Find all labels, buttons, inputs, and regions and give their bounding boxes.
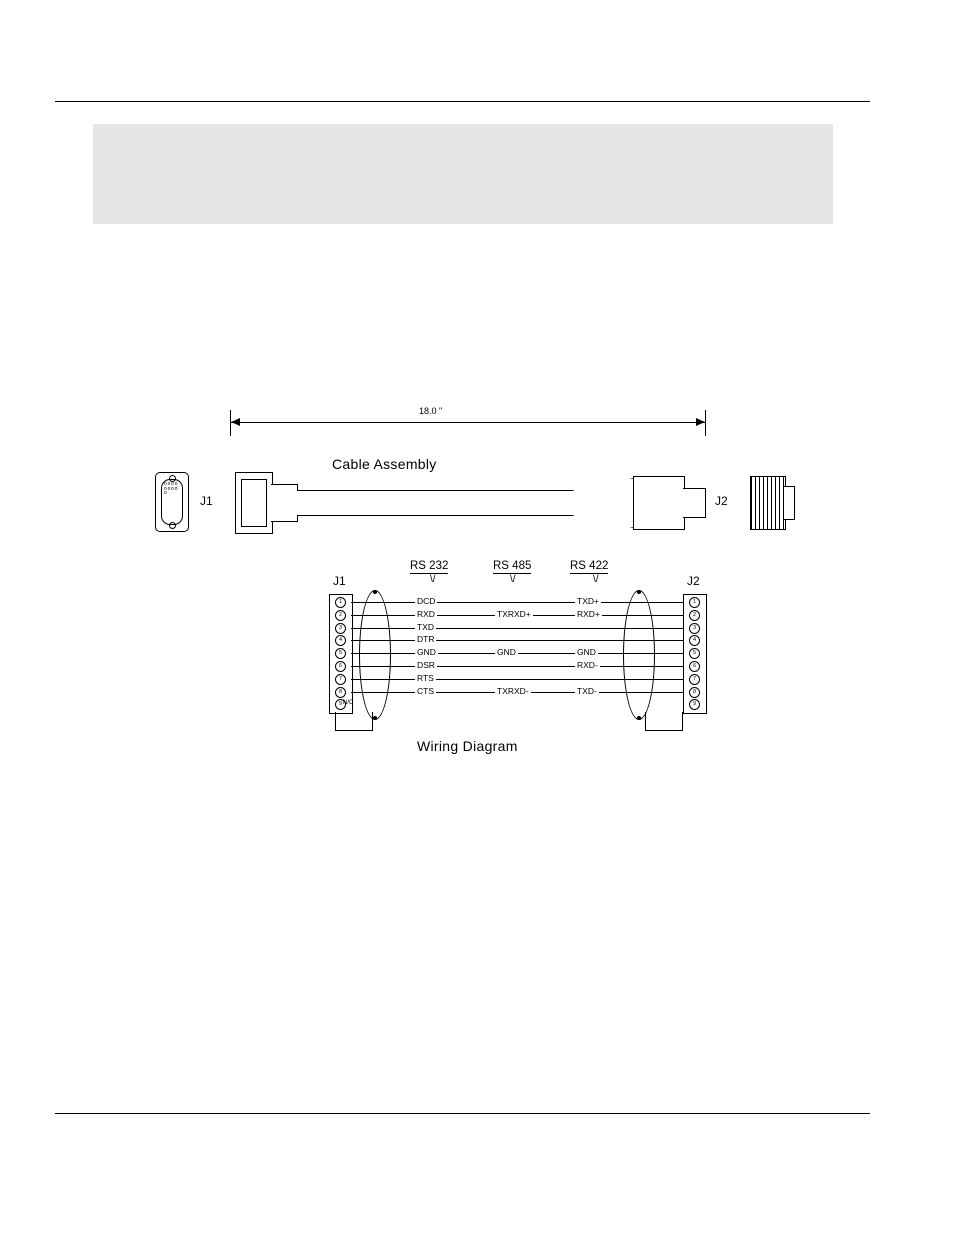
connector-hood-left: [235, 472, 273, 534]
wire-pin-7: [351, 679, 683, 680]
connector-foot-j1: [335, 712, 373, 731]
signal-rs422-pin-2: RXD+: [577, 608, 600, 619]
wiring-diagram: [255, 560, 735, 780]
signal-rs232-pin-6: DSR: [417, 660, 435, 670]
dimension-line: [230, 422, 705, 423]
header-rs232: RS 232: [410, 560, 449, 572]
pin-j1-4: 4: [335, 635, 346, 646]
signal-rs232-pin-2: RXD: [417, 608, 435, 619]
nc-label: N/C: [343, 700, 354, 706]
note-text: [93, 124, 833, 144]
pin-j2-4: 4: [689, 635, 700, 646]
signal-rs232-pin-4: DTR: [417, 634, 435, 645]
header-rs485: RS 485: [493, 560, 532, 572]
pin-j2-9: 9: [689, 699, 700, 710]
dimension-label: 18.0 ": [415, 406, 446, 416]
signal-rs422-pin-1: TXD+: [577, 596, 599, 606]
pin-j1-9: 9: [335, 699, 346, 710]
wire-bundle-loop-j1: [359, 590, 391, 720]
signal-rs485-pin-2: TXRXD+: [497, 608, 531, 619]
wire-pin-3: [351, 628, 683, 629]
dimension-tick-right: [705, 410, 706, 436]
circular-connector-tab: [683, 488, 706, 518]
dimension-arrow-right-icon: [696, 418, 705, 426]
signal-rs485-pin-5: GND: [497, 647, 516, 658]
wire-pin-4: [351, 640, 683, 641]
pin-j2-1: 1: [689, 597, 700, 608]
signal-rs422-pin-5: GND: [577, 647, 596, 658]
wiring-diagram-title: Wiring Diagram: [417, 738, 518, 754]
wire-pin-1: [351, 602, 683, 603]
pin-j1-8: 8: [335, 687, 346, 698]
wire-junction-dot-0: [373, 590, 377, 594]
db9-connector-face-icon: [155, 472, 189, 532]
db9-pin-array: o o o o o o o o o: [164, 481, 178, 496]
signal-rs422-pin-8: TXD-: [577, 685, 597, 696]
signal-rs422-pin-6: RXD-: [577, 660, 598, 670]
signal-rs232-pin-3: TXD: [417, 621, 434, 632]
cable-figure: [60, 390, 900, 780]
caret-rs485-icon: \/: [510, 574, 516, 585]
pin-j1-6: 6: [335, 661, 346, 672]
wire-junction-dot-3: [637, 716, 641, 720]
pin-j1-1: 1: [335, 597, 346, 608]
pin-j1-3: 3: [335, 623, 346, 634]
connector-neck-left: [271, 484, 298, 522]
pin-j2-5: 5: [689, 648, 700, 659]
strain-relief: [573, 478, 634, 528]
header-rs422: RS 422: [570, 560, 609, 572]
knurled-nut-icon: [750, 476, 786, 530]
pin-j2-2: 2: [689, 610, 700, 621]
signal-rs232-pin-8: CTS: [417, 685, 434, 696]
wire-pin-6: [351, 666, 683, 667]
connector-foot-j2: [645, 712, 683, 731]
dimension-arrow-left-icon: [231, 418, 240, 426]
caret-rs422-icon: \/: [593, 574, 599, 585]
wiring-j1-label: J1: [333, 574, 346, 588]
wire-bundle-loop-j2: [623, 590, 655, 720]
signal-rs232-pin-7: RTS: [417, 672, 434, 683]
note-box: [93, 124, 833, 224]
pin-j1-2: 2: [335, 610, 346, 621]
signal-rs232-pin-5: GND: [417, 647, 436, 658]
cable-body: [297, 490, 575, 516]
signal-rs232-pin-1: DCD: [417, 596, 436, 606]
pin-j1-7: 7: [335, 674, 346, 685]
wiring-j2-label: J2: [687, 574, 700, 588]
pin-j2-3: 3: [689, 623, 700, 634]
cable-assembly-title: Cable Assembly: [332, 456, 437, 472]
pin-j2-6: 6: [689, 661, 700, 672]
wire-junction-dot-1: [373, 716, 377, 720]
signal-rs485-pin-8: TXRXD-: [497, 685, 529, 696]
cable-j2-label: J2: [715, 494, 728, 508]
pin-j2-7: 7: [689, 674, 700, 685]
footer-rule: [55, 1113, 870, 1114]
caret-rs232-icon: \/: [430, 574, 436, 585]
knurled-nut-cap: [784, 486, 795, 520]
pin-j1-5: 5: [335, 648, 346, 659]
header-rule: [55, 101, 870, 102]
pin-j2-8: 8: [689, 687, 700, 698]
cable-assembly-drawing: [60, 390, 900, 560]
cable-j1-label: J1: [200, 494, 213, 508]
wire-junction-dot-2: [637, 590, 641, 594]
circular-connector-body: [633, 476, 685, 530]
